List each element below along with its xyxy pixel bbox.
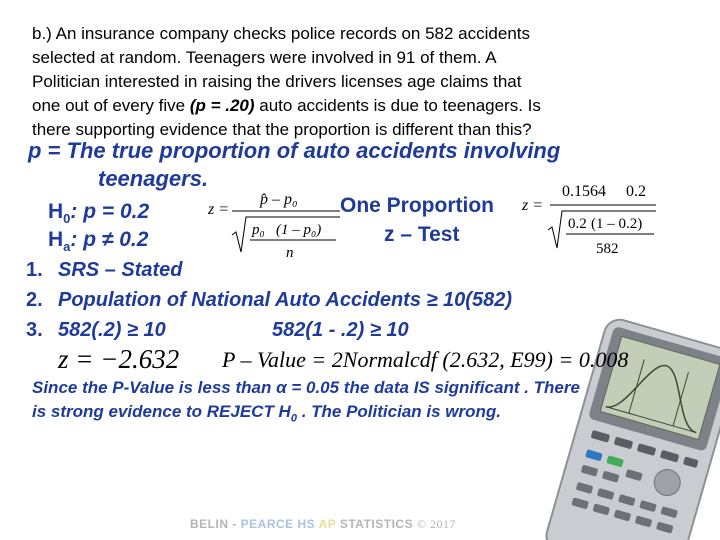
formula-sub-denominator-a: 0.2 [568,216,587,232]
z-formula-substituted [520,178,660,262]
footer-part-4: STATISTICS [336,517,417,531]
condition-2 [26,289,512,312]
condition-3-number: 3. [26,319,43,341]
formula-sub-n: 582 [596,241,619,257]
footer-part-5: © 2017 [416,517,457,531]
problem-line-4-a: one out of every five [32,96,190,115]
problem-line-5: there supporting evidence that the proportion is different than this? [32,120,532,139]
conclusion-line-2-b: . The Politician is wrong. [296,402,501,421]
formula-general-z: z = [208,201,230,218]
z-statistic-result: z = −2.632 [58,344,180,374]
condition-3-complement: 582(1 - .2) ≥ 10 [272,319,409,341]
ha-letter: H [48,228,64,251]
formula-sub-numerator-b: 0.2 [626,183,646,200]
formula-sub-numerator-a: 0.1564 [562,183,606,200]
formula-general-denominator-b: (1 – p₀) [276,222,322,238]
formula-general-n: n [286,245,294,261]
condition-2-text: Population of National Auto Accidents ≥ 10(582) [58,289,512,311]
parameter-definition-line-2: teenagers. [98,166,209,191]
ha-subscript: a [63,239,71,255]
condition-3-text: 582(.2) ≥ 10 [58,319,166,341]
conclusion-line-2 [32,400,702,430]
formula-sub-z: z = [522,197,544,214]
condition-1 [26,259,182,282]
z-formula-general [206,180,346,264]
h0-letter: H [48,200,64,223]
conclusion-line-1: Since the P-Value is less than α = 0.05 the data IS significant . There [32,378,580,397]
alternative-hypothesis [48,228,148,254]
ha-statement: : p ≠ 0.2 [70,228,149,251]
condition-3 [26,319,166,342]
conclusion-line-2-a: is strong evidence to REJECT H [32,402,291,421]
problem-line-4 [32,94,692,118]
condition-1-number: 1. [26,259,43,281]
formula-sub-denominator-b: (1 – 0.2) [591,216,643,232]
footer-part-3: AP [318,517,337,531]
formula-general-denominator-a: p₀ [252,222,265,238]
problem-line-3: Politician interested in raising the drivers licenses age claims that [32,72,522,91]
problem-line-4-c: auto accidents is due to teenagers. Is [254,96,541,115]
conclusion [32,376,702,430]
problem-statement [32,22,692,142]
footer-part-1: BELIN - [190,517,241,531]
condition-1-text: SRS – Stated [58,259,183,281]
parameter-definition-line-1: p = The true proportion of auto accidents involving [28,138,561,163]
test-method-line-2: z – Test [384,223,460,246]
formula-general-numerator: p̂ – p₀ [260,191,298,208]
h0-statement: : p = 0.2 [70,200,150,223]
null-hypothesis [48,200,149,226]
conclusion-subscript: 0 [290,412,297,425]
problem-claim-value: (p = .20) [189,96,255,115]
h0-subscript: 0 [63,211,71,227]
problem-line-2: selected at random. Teenagers were involved in 91 of them. A [32,48,497,67]
footer-credit [190,517,456,532]
test-method-line-1: One Proportion [340,194,494,217]
footer-part-2: PEARCE HS [240,517,316,531]
p-value-result: P – Value = 2Normalcdf (2.632, E99) = 0.008 [222,347,629,372]
condition-2-number: 2. [26,289,43,311]
problem-line-1: b.) An insurance company checks police records on 582 accidents [32,24,530,43]
